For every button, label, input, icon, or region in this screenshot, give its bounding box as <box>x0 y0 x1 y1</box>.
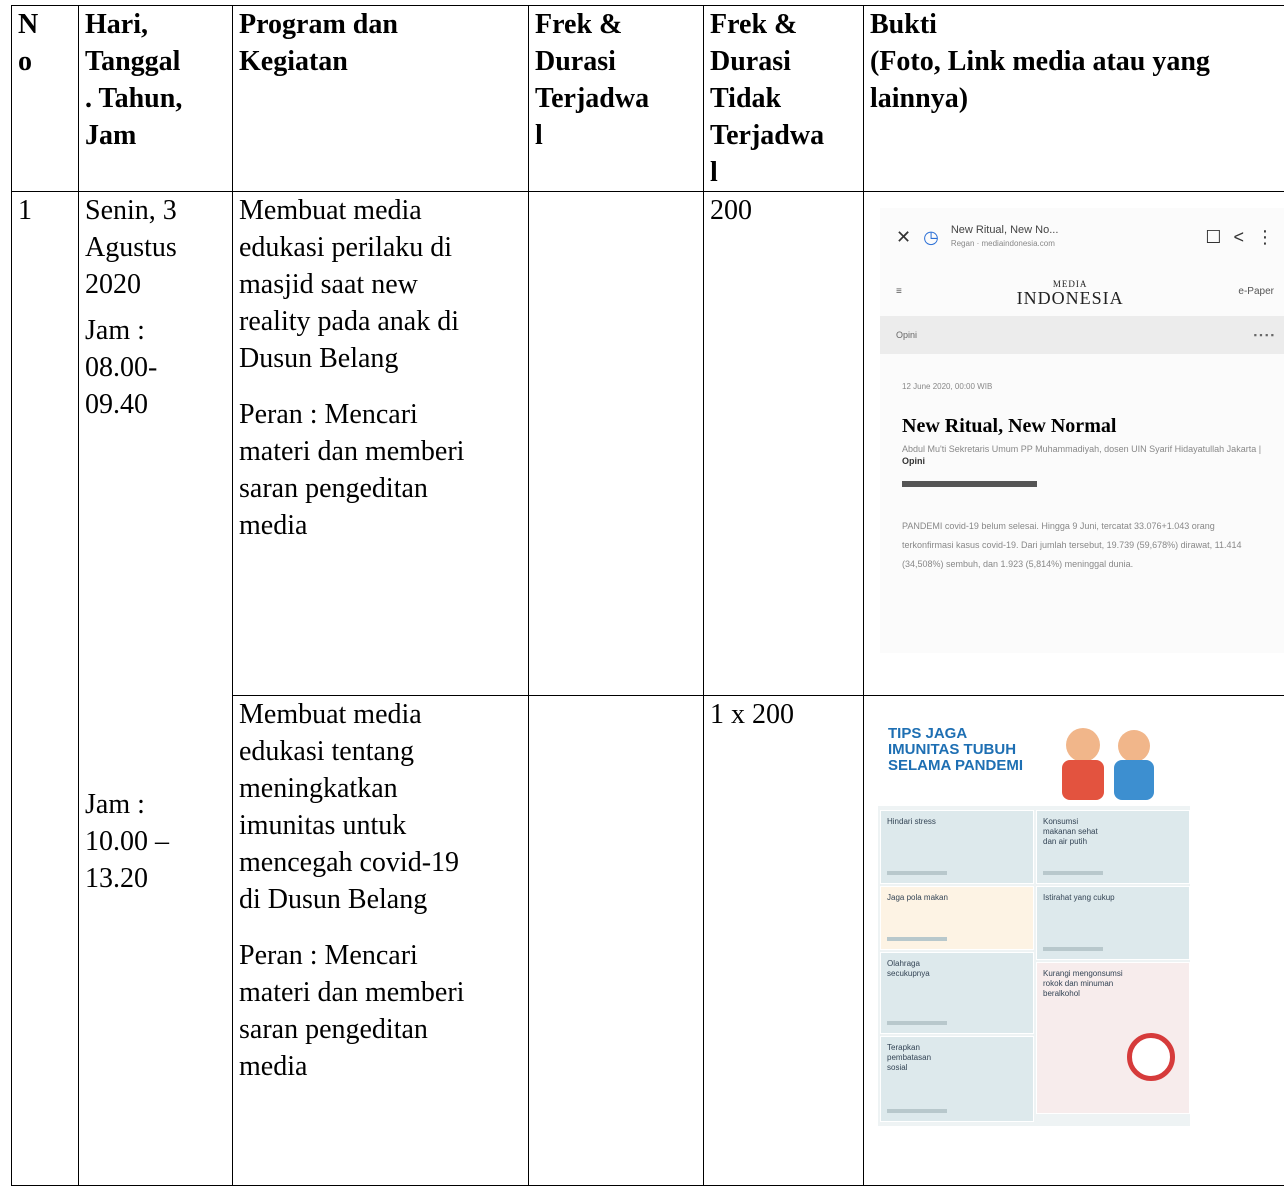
time-range-2: Jam : 10.00 – 13.20 <box>85 786 226 897</box>
table-row <box>12 696 1284 1186</box>
tile-3-label: Jaga pola makan <box>887 893 948 903</box>
role-text: Peran : Mencari materi dan memberi saran pengeditan media <box>239 396 522 544</box>
header-unscheduled: Frek & Durasi Tidak Terjadwa l <box>704 6 864 192</box>
no-smoking-icon <box>1127 1033 1175 1081</box>
nav-icons: ▪ ▪ ▪ ▪ <box>1254 317 1274 354</box>
tile-1 <box>880 810 1034 884</box>
author-tag: Opini <box>902 456 925 466</box>
article-author <box>902 443 1268 467</box>
children-illustration <box>1052 720 1172 800</box>
program-text: Membuat media edukasi perilaku di masjid saat new reality pada anak di Dusun Belang <box>239 192 522 377</box>
evidence-cell-2 <box>864 696 1284 1186</box>
row-number-cell <box>12 192 79 1186</box>
header-row <box>12 6 1284 192</box>
divider <box>902 481 1037 487</box>
tab-url: Regan · mediaindonesia.com <box>951 237 1194 250</box>
program-cell-2 <box>233 696 529 1186</box>
evidence-screenshot <box>880 208 1284 653</box>
header-no: N o <box>12 6 79 192</box>
boy-body <box>1114 760 1154 800</box>
time-range: Jam : 08.00- 09.40 <box>85 312 226 423</box>
row-number: 1 <box>18 192 72 229</box>
browser-bar <box>880 208 1284 266</box>
header-scheduled: Frek & Durasi Terjadwa l <box>529 6 704 192</box>
bookmark-icon: ☐ <box>1205 219 1221 256</box>
day-date: Senin, 3 Agustus 2020 <box>85 192 226 303</box>
boy-head <box>1118 730 1150 762</box>
scheduled-cell-2 <box>529 696 704 1186</box>
tile-2-label: Konsumsi makanan sehat dan air putih <box>1043 817 1098 847</box>
tile-4 <box>1036 886 1190 960</box>
article-date: 12 June 2020, 00:00 WIB <box>902 368 1268 405</box>
epaper-link: e-Paper <box>1238 273 1274 310</box>
article <box>880 354 1284 588</box>
unscheduled-cell-2 <box>704 696 864 1186</box>
scheduled-cell <box>529 192 704 696</box>
article-title: New Ritual, New Normal <box>902 413 1268 439</box>
tile-3 <box>880 886 1034 950</box>
site-header <box>880 266 1284 316</box>
header-date: Hari, Tanggal . Tahun, Jam <box>79 6 233 192</box>
evidence-infographic <box>878 714 1190 1156</box>
logo-small: MEDIA <box>1017 277 1124 291</box>
tile-1-label: Hindari stress <box>887 817 936 827</box>
share-icon: < <box>1233 219 1244 256</box>
program-text-2: Membuat media edukasi tentang meningkatkan imunitas untuk mencegah covid-19 di Dusun Belang <box>239 696 522 918</box>
tile-7 <box>880 1036 1034 1122</box>
girl-head <box>1066 728 1100 762</box>
girl-body <box>1062 760 1104 800</box>
table-row <box>12 192 1284 696</box>
infographic-title: TIPS JAGA IMUNITAS TUBUH SELAMA PANDEMI <box>888 726 1023 774</box>
tile-6 <box>1036 962 1190 1114</box>
tab-title: New Ritual, New No... <box>951 224 1194 237</box>
logo-text: INDONESIA <box>1017 288 1124 308</box>
browser-url <box>951 224 1194 250</box>
more-icon: ⋮ <box>1256 219 1274 256</box>
tile-5 <box>880 952 1034 1034</box>
menu-icon: ≡ <box>896 273 902 310</box>
unscheduled-value: 200 <box>710 192 857 229</box>
tile-7-label: Terapkan pembatasan sosial <box>887 1043 931 1073</box>
author-text: Abdul Mu'ti Sekretaris Umum PP Muhammadiyah, dosen UIN Syarif Hidayatullah Jakarta | <box>902 444 1261 454</box>
infographic-header <box>878 714 1190 806</box>
program-cell <box>233 192 529 696</box>
unscheduled-cell <box>704 192 864 696</box>
tile-2 <box>1036 810 1190 884</box>
site-nav <box>880 316 1284 354</box>
article-body: PANDEMI covid-19 belum selesai. Hingga 9 Juni, tercatat 33.076+1.043 orang terkonfirmasi kasus covid-19. Dari jumlah tersebut, 19.739 (59,678%) dirawat, 11.414 (34,508%) sembuh, dan 1.923 (5,814%) meninggal dunia. <box>902 517 1268 574</box>
header-evidence: Bukti (Foto, Link media atau yang lainnya) <box>864 6 1284 192</box>
date-cell <box>79 192 233 696</box>
role-text-2: Peran : Mencari materi dan memberi saran pengeditan media <box>239 937 522 1085</box>
nav-section: Opini <box>896 317 917 354</box>
site-logo <box>1017 277 1124 305</box>
tile-4-label: Istirahat yang cukup <box>1043 893 1115 903</box>
unscheduled-value-2: 1 x 200 <box>710 696 857 733</box>
close-icon: ✕ <box>896 219 911 256</box>
tile-6-label: Kurangi mengonsumsi rokok dan minuman beralkohol <box>1043 969 1123 999</box>
date-cell-2 <box>79 696 233 1186</box>
tile-5-label: Olahraga secukupnya <box>887 959 930 979</box>
activity-table <box>11 5 1284 1186</box>
evidence-cell <box>864 192 1284 696</box>
header-program: Program dan Kegiatan <box>233 6 529 192</box>
infographic-footer <box>878 1126 1190 1156</box>
browser-icon: ◷ <box>923 219 939 256</box>
